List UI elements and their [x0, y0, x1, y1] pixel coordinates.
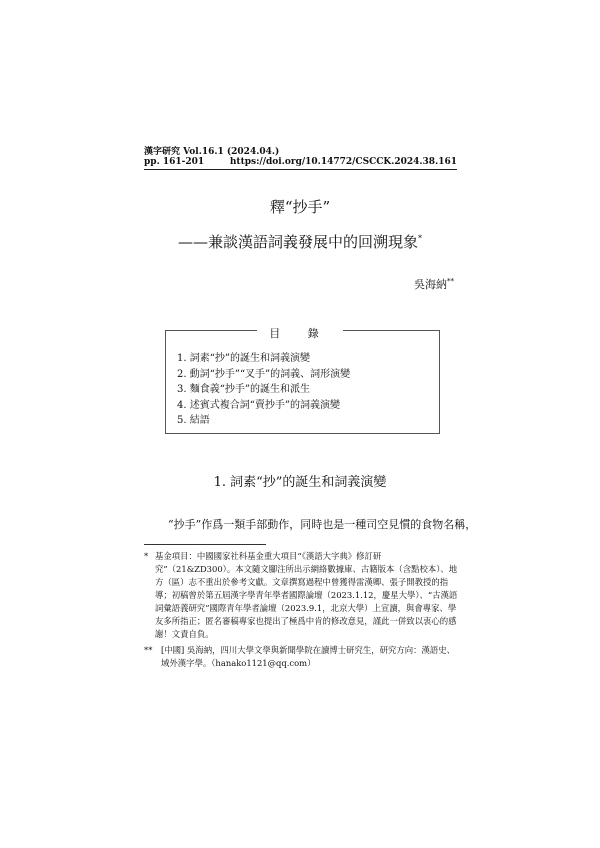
author-footnote-mark[interactable]: **: [447, 277, 454, 286]
footnote-1-mark: *: [144, 551, 149, 561]
header-divider: [144, 169, 457, 170]
author-text: 吳海納: [414, 278, 447, 291]
journal-citation: 漢字研究 Vol.16.1 (2024.04.): [144, 147, 280, 157]
page-range: pp. 161-201: [144, 157, 205, 167]
footnote-2: [144, 644, 458, 670]
subtitle-text: ——兼談漢語詞義發展中的回溯現象: [177, 233, 418, 251]
toc-item[interactable]: 2. 動詞“抄手”“叉手”的詞義、詞形演變: [177, 368, 351, 380]
body-paragraph: “抄手”作爲一類手部動作，同時也是一種司空見慣的食物名稱，: [168, 518, 477, 531]
footnote-1: [144, 550, 458, 641]
article-subtitle: [0, 231, 600, 252]
footnote-2-text: [中國] 吳海納，四川大學文學與新聞學院在讀博士研究生，研究方向：漢語史、域外漢字學。（hanako1121@qq.com）: [161, 645, 455, 668]
section-heading: 1. 詞素“抄”的誕生和詞義演變: [213, 475, 387, 490]
author-name: [414, 276, 454, 292]
doi-link[interactable]: https://doi.org/10.14772/CSCCK.2024.38.161: [229, 157, 457, 167]
footnote-2-mark: **: [144, 645, 153, 655]
footnote-divider: [144, 544, 266, 545]
toc-item[interactable]: 5. 結語: [177, 415, 210, 426]
subtitle-footnote-mark[interactable]: *: [418, 234, 422, 243]
footnote-1-text: 基金項目：中國國家社科基金重大項目“《漢語大字典》修訂研究”（21&ZD300）。本文隨文腳注所出示網絡數據庫、古籍版本（含點校本）、地方（區）志不重出於參考文獻。文章撰寫過程中曾獲得雷漢卿、張子開教授的指導；初稿曾於第五屆漢字學青年學者國際論壇（2023.1.12，慶星大學）、“古漢語詞彙語義研究”國際青年學者論壇（2023.9.1，北京大學）上宣讀，與會專家、學友多所指正；匿名審稿專家也提出了極爲中肯的修改意見，謹此一併致以衷心的感謝！文責自負。: [155, 551, 458, 639]
toc-item[interactable]: 3. 麵食義“抄手”的誕生和派生: [177, 384, 310, 395]
toc-heading-wrap: [0, 322, 600, 341]
article-title: 釋“抄手”: [269, 198, 331, 216]
toc-list: [177, 351, 350, 429]
toc-heading: 目 錄: [257, 327, 343, 340]
toc-item[interactable]: 1. 詞素“抄”的誕生和詞義演變: [177, 353, 310, 364]
toc-item[interactable]: 4. 述賓式複合詞“賣抄手”的詞義演變: [177, 399, 340, 411]
